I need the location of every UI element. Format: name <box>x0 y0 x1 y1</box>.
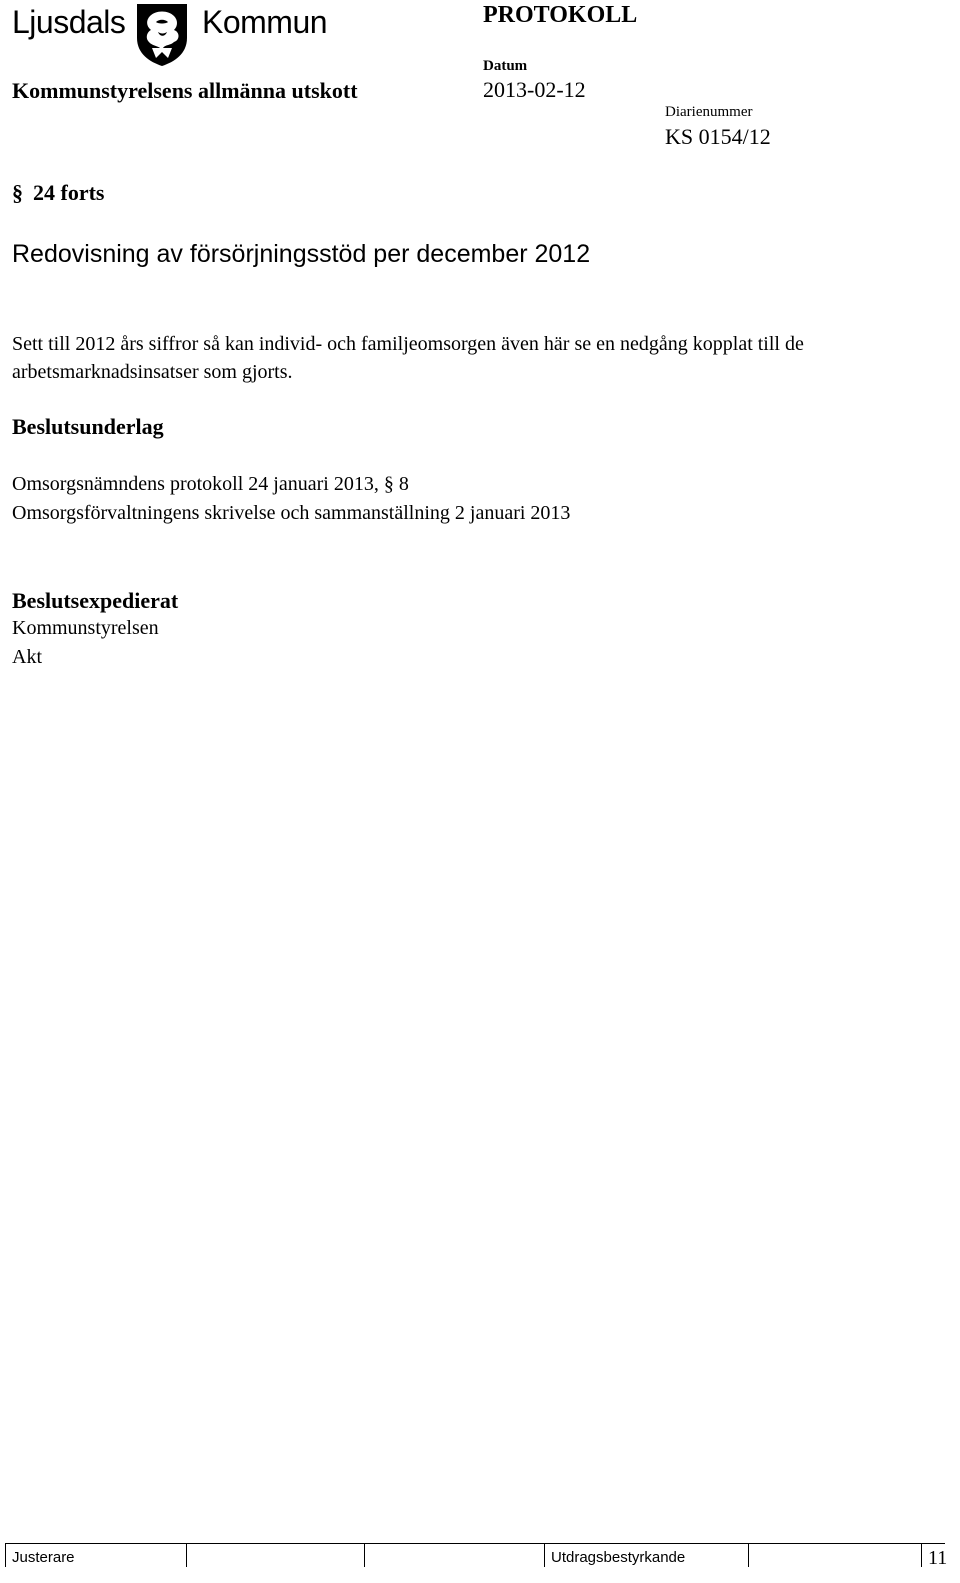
section-label: 24 forts <box>33 180 105 205</box>
section-symbol: § <box>12 180 23 205</box>
page-number: 11 <box>928 1547 948 1569</box>
distribution-item: Akt <box>12 646 42 668</box>
logo-text-right: Kommun <box>202 4 328 40</box>
basis-item-number: 8 <box>398 473 409 495</box>
date-value: 2013-02-12 <box>483 77 586 102</box>
justerare-signature-box <box>187 1543 365 1567</box>
body-paragraph: Sett till 2012 års siffror så kan individ- och familjeomsorgen även här se en nedgång kopplat till de arbetsmarknadsinsatser som gjorts. <box>12 333 804 383</box>
coat-of-arms-logo <box>134 2 190 68</box>
utdrag-label: Utdragsbestyrkande <box>551 1549 686 1566</box>
section-heading <box>12 180 104 206</box>
basis-item: Omsorgsförvaltningens skrivelse och sammanställning 2 januari 2013 <box>12 502 571 524</box>
committee-name: Kommunstyrelsens allmänna utskott <box>12 78 358 103</box>
justerare-signature-box <box>365 1543 545 1567</box>
basis-item-symbol: § <box>383 473 394 495</box>
registration-number: KS 0154/12 <box>665 124 771 149</box>
justerare-label: Justerare <box>5 1543 187 1567</box>
distribution-heading: Beslutsexpedierat <box>12 588 179 613</box>
logo-text-left: Ljusdals <box>12 4 126 40</box>
document-type: PROTOKOLL <box>483 2 638 28</box>
page-title: Redovisning av försörjningsstöd per december 2012 <box>12 240 591 268</box>
basis-item-text: Omsorgsnämndens protokoll 24 januari 2013, <box>12 473 379 495</box>
distribution-item: Kommunstyrelsen <box>12 617 159 639</box>
date-label: Datum <box>483 58 528 74</box>
footer-table <box>5 1543 953 1567</box>
basis-heading: Beslutsunderlag <box>12 414 164 439</box>
registration-label: Diarienummer <box>665 104 753 120</box>
utdrag-signature-box <box>748 1543 922 1567</box>
basis-item <box>12 473 409 496</box>
